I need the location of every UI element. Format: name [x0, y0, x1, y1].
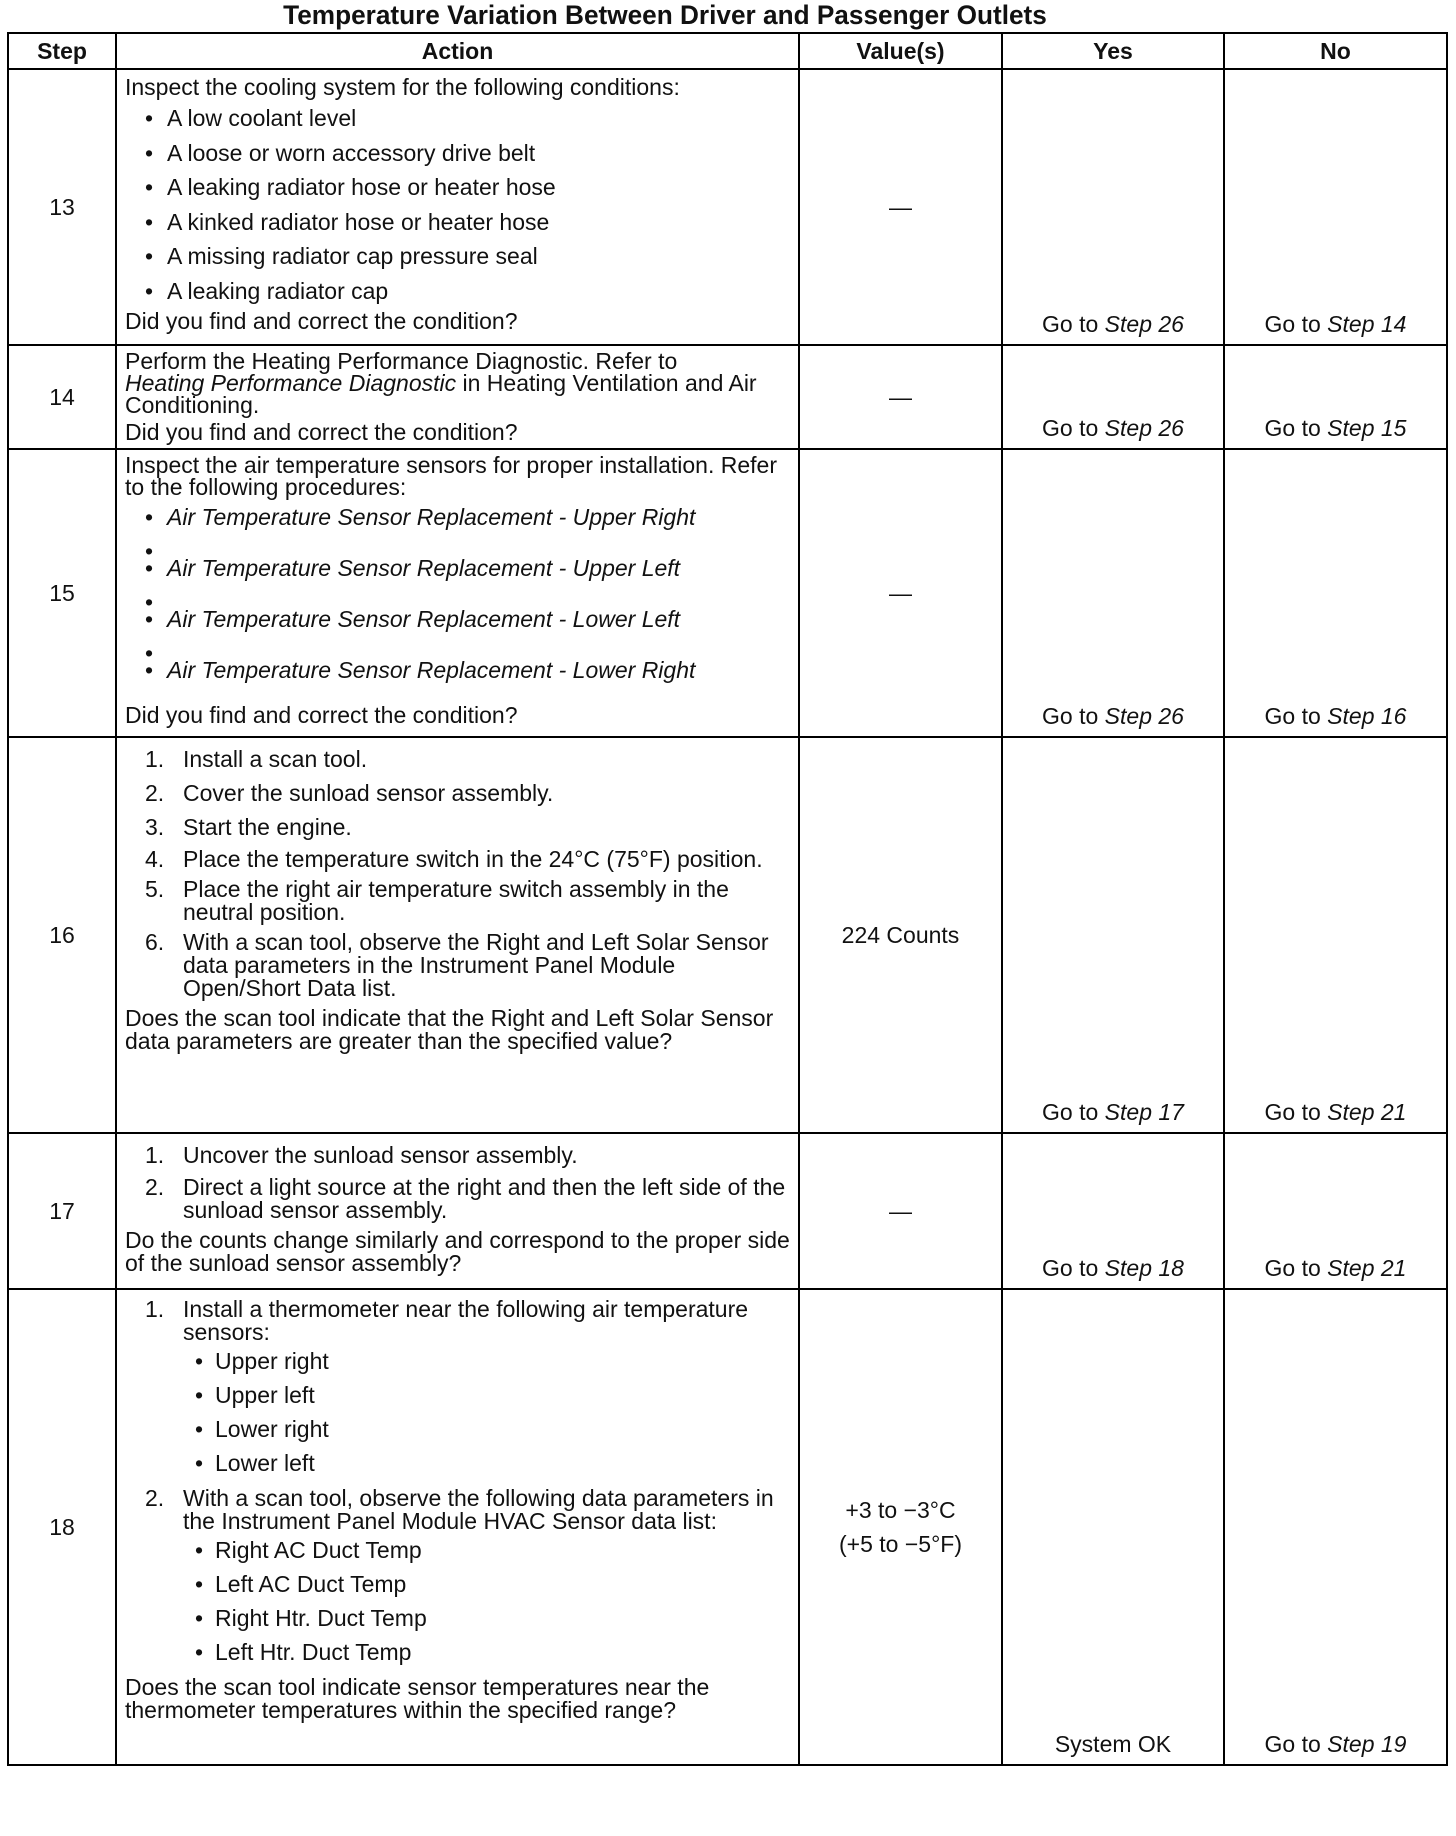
list-item: • Lower right: [195, 1412, 792, 1446]
step-link[interactable]: Step 15: [1327, 415, 1407, 441]
list-item: • Left AC Duct Temp: [195, 1567, 792, 1601]
action-cell: [116, 1289, 799, 1765]
go-to-label: Go to: [1042, 703, 1105, 729]
list-item: • Upper right: [195, 1344, 792, 1378]
parameter-list: [145, 1533, 792, 1669]
procedure-reference[interactable]: • Air Temperature Sensor Replacement - Lower Right: [145, 653, 792, 687]
go-to-label: Go to: [1264, 1099, 1328, 1125]
action-text: Perform the Heating Performance Diagnostic. Refer to: [125, 348, 678, 374]
go-to-label: Go to: [1264, 311, 1328, 337]
list-item: • A low coolant level: [145, 101, 792, 136]
list-item: 4. Place the temperature switch in the 24°C (75°F) position.: [145, 846, 763, 872]
yes-cell: [1002, 449, 1224, 737]
yes-cell: [1002, 1133, 1224, 1289]
yes-cell: [1002, 345, 1224, 449]
action-cell: [116, 69, 799, 345]
action-text: in Heating Ventilation and Air Conditioning.: [125, 370, 757, 418]
header-row: [8, 33, 1447, 69]
yes-cell: [1002, 737, 1224, 1133]
action-question: Does the scan tool indicate that the Right and Left Solar Sensor data parameters are greater than the specified value?: [125, 1005, 774, 1054]
no-cell: [1224, 737, 1447, 1133]
yes-cell: [1002, 1289, 1224, 1765]
list-item: • Left Htr. Duct Temp: [195, 1635, 792, 1669]
go-to-label: Go to: [1264, 1731, 1328, 1757]
action-intro: Inspect the cooling system for the following conditions:: [125, 74, 680, 100]
table-row: [8, 1289, 1447, 1765]
go-to-label: Go to: [1264, 415, 1328, 441]
procedure-reference[interactable]: Heating Performance Diagnostic: [125, 370, 457, 396]
value-cell: —: [799, 345, 1002, 449]
action-question: Did you find and correct the condition?: [125, 308, 518, 334]
step-link[interactable]: Step 19: [1327, 1731, 1407, 1757]
action-question: Did you find and correct the condition?: [125, 702, 518, 728]
procedure-reference[interactable]: • Air Temperature Sensor Replacement - Upper Right: [145, 500, 792, 534]
step-link[interactable]: Step 16: [1327, 703, 1407, 729]
list-item: • A loose or worn accessory drive belt: [145, 136, 792, 171]
action-cell: [116, 345, 799, 449]
table-row: [8, 69, 1447, 345]
no-cell: [1224, 69, 1447, 345]
list-item: • A missing radiator cap pressure seal: [145, 239, 792, 274]
step-number: 16: [8, 737, 116, 1133]
action-cell: [116, 449, 799, 737]
step-link[interactable]: Step 21: [1327, 1255, 1407, 1281]
go-to-label: Go to: [1042, 415, 1105, 441]
table-row: [8, 345, 1447, 449]
system-ok-label: System OK: [1054, 1731, 1172, 1757]
procedure-reference[interactable]: • Air Temperature Sensor Replacement - Lower Left: [145, 602, 792, 636]
list-item: 2. Cover the sunload sensor assembly.: [145, 780, 554, 806]
no-cell: [1224, 449, 1447, 737]
page-title: Temperature Variation Between Driver and Passenger Outlets: [283, 0, 1047, 30]
go-to-label: Go to: [1042, 311, 1105, 337]
numbered-list: [125, 1142, 792, 1222]
table-row: [8, 737, 1447, 1133]
sensor-list: [145, 1344, 792, 1480]
value-cell: [799, 1289, 1002, 1765]
step-link[interactable]: Step 17: [1104, 1099, 1184, 1125]
step-number: 18: [8, 1289, 116, 1765]
header-step: Step: [8, 33, 116, 69]
header-action: Action: [116, 33, 799, 69]
action-intro: Inspect the air temperature sensors for proper installation. Refer to the following procedures:: [125, 452, 777, 500]
list-item: 1. Install a thermometer near the following air temperature sensors: • Upper right • Upper left • Lower right • Lower left: [145, 1298, 792, 1480]
action-question: Does the scan tool indicate sensor temperatures near the thermometer temperatures within the specified range?: [125, 1674, 710, 1723]
no-cell: [1224, 1133, 1447, 1289]
step-link[interactable]: Step 21: [1327, 1099, 1407, 1125]
numbered-list: [125, 1298, 792, 1669]
list-item: • Upper left: [195, 1378, 792, 1412]
step-link[interactable]: Step 26: [1104, 311, 1184, 337]
value-cell: —: [799, 449, 1002, 737]
value-cell: —: [799, 69, 1002, 345]
step-link[interactable]: Step 18: [1104, 1255, 1184, 1281]
value-cell: 224 Counts: [799, 737, 1002, 1133]
table-row: [8, 449, 1447, 737]
step-number: 15: [8, 449, 116, 737]
go-to-label: Go to: [1264, 703, 1328, 729]
value-cell: —: [799, 1133, 1002, 1289]
list-item: 5. Place the right air temperature switch assembly in the neutral position.: [145, 876, 729, 925]
action-cell: [116, 737, 799, 1133]
yes-cell: [1002, 69, 1224, 345]
list-item: • Right Htr. Duct Temp: [195, 1601, 792, 1635]
list-item: • A leaking radiator hose or heater hose: [145, 170, 792, 205]
step-number: 13: [8, 69, 116, 345]
list-item: • Right AC Duct Temp: [195, 1533, 792, 1567]
action-question: Did you find and correct the condition?: [125, 419, 518, 445]
action-question: Do the counts change similarly and correspond to the proper side of the sunload sensor assembly?: [125, 1227, 790, 1276]
diagnostic-table: [7, 32, 1448, 1766]
list-item: • Lower left: [195, 1446, 792, 1480]
header-values: Value(s): [799, 33, 1002, 69]
list-item: 2. With a scan tool, observe the following data parameters in the Instrument Panel Module HVAC Sensor data list: • Right AC Duct Temp • Left AC Duct Temp • Right Htr. Duct Temp • Left Htr. Duct Temp: [145, 1487, 792, 1669]
value-celsius: +3 to −3°C: [845, 1497, 956, 1523]
no-cell: [1224, 1289, 1447, 1765]
procedure-reference[interactable]: • Air Temperature Sensor Replacement - Upper Left: [145, 551, 792, 585]
table-row: [8, 1133, 1447, 1289]
numbered-list: [125, 746, 792, 1000]
list-item: 6. With a scan tool, observe the Right and Left Solar Sensor data parameters in the Instrument Panel Module Open/Short Data list.: [145, 929, 769, 1001]
list-item: 3. Start the engine.: [145, 814, 352, 840]
condition-list: [125, 101, 792, 308]
list-item: 1. Install a scan tool.: [145, 746, 368, 772]
step-number: 17: [8, 1133, 116, 1289]
step-link[interactable]: Step 26: [1104, 415, 1184, 441]
list-item: • A kinked radiator hose or heater hose: [145, 205, 792, 240]
step-number: 14: [8, 345, 116, 449]
list-item: 2. Direct a light source at the right and then the left side of the sunload sensor assembly.: [145, 1174, 786, 1223]
step-link[interactable]: Step 14: [1327, 311, 1407, 337]
no-cell: [1224, 345, 1447, 449]
list-item: 1. Uncover the sunload sensor assembly.: [145, 1142, 578, 1168]
go-to-label: Go to: [1042, 1099, 1105, 1125]
action-cell: [116, 1133, 799, 1289]
header-no: No: [1224, 33, 1447, 69]
step-link[interactable]: Step 26: [1104, 703, 1184, 729]
list-item: • A leaking radiator cap: [145, 274, 792, 309]
value-fahrenheit: (+5 to −5°F): [839, 1531, 962, 1557]
go-to-label: Go to: [1264, 1255, 1328, 1281]
procedure-list: [125, 500, 792, 687]
header-yes: Yes: [1002, 33, 1224, 69]
go-to-label: Go to: [1042, 1255, 1105, 1281]
